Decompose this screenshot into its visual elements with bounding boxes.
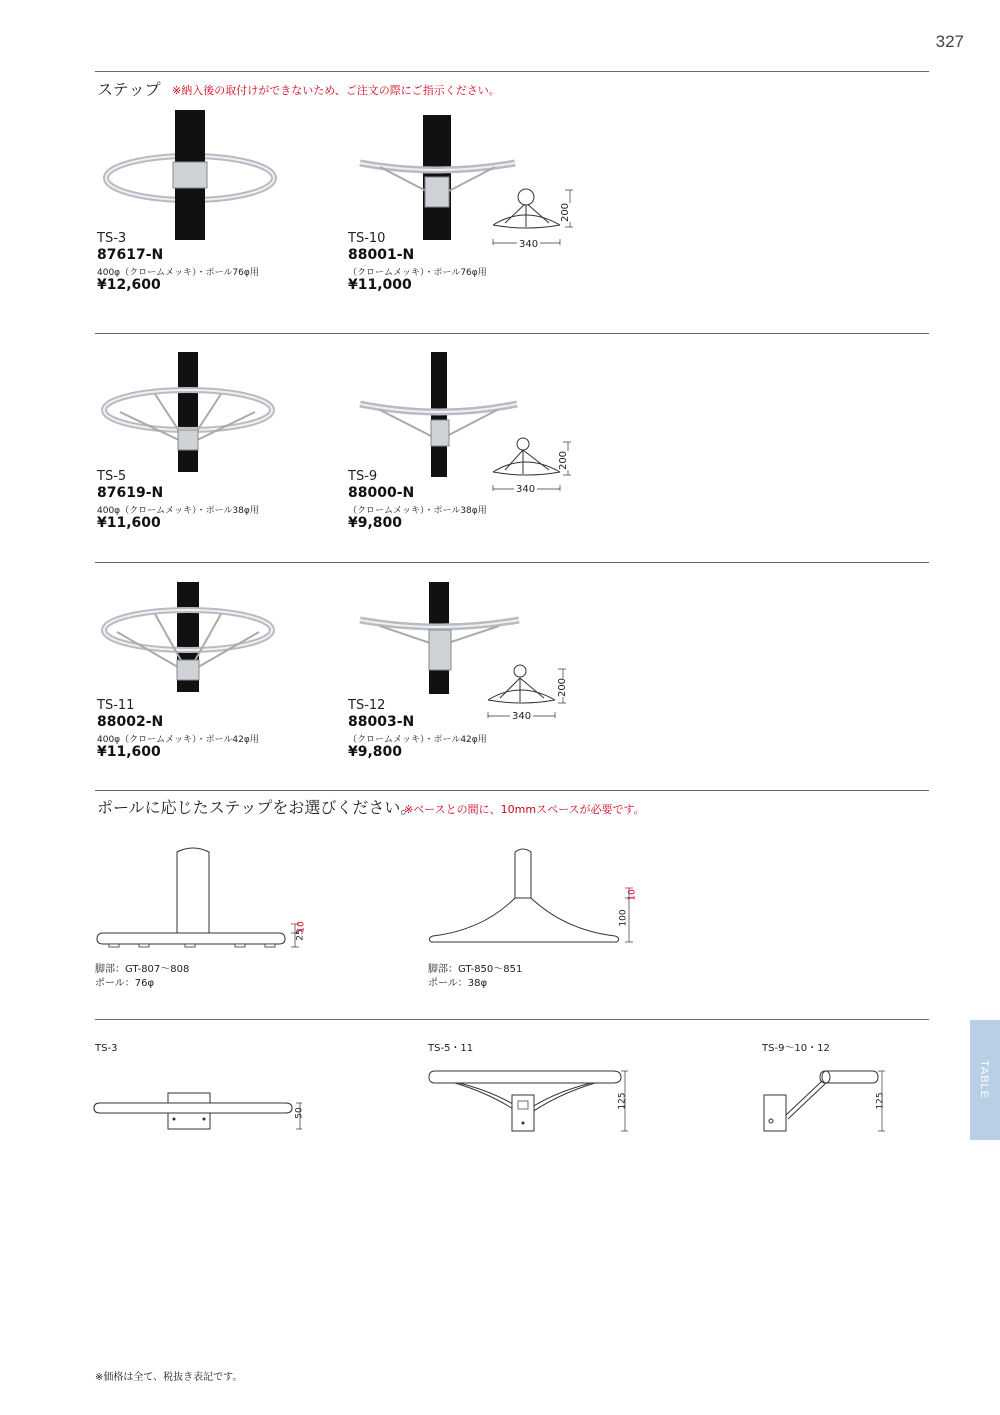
product-price: ¥11,000 (348, 277, 412, 293)
side-view-label: TS-3 (95, 1043, 118, 1054)
part-number: 87617-N (97, 247, 164, 263)
base-gap-dimension: 10 (627, 889, 638, 901)
base-leg-label: 脚部：GT-850～851 (428, 964, 523, 975)
height-dimension: 200 (557, 677, 569, 698)
part-number: 88003-N (348, 714, 415, 730)
base-pole-label: ポール：38φ (428, 978, 488, 989)
base-height-dimension: 25 (295, 929, 306, 941)
section-divider (95, 1019, 929, 1020)
width-dimension: 340 (516, 484, 536, 495)
base-diagram-gt-807 (95, 840, 315, 955)
product-code: TS-9 (348, 469, 378, 484)
row-divider (95, 333, 929, 334)
base-leg-label: 脚部：GT-807～808 (95, 964, 190, 975)
side-view-label: TS-9～10・12 (762, 1043, 830, 1054)
section-divider (95, 790, 929, 791)
side-view-dimension: 125 (875, 1092, 886, 1110)
section-note-pole: ※ベースとの間に、10mmスペースが必要です。 (404, 803, 645, 816)
product-price: ¥9,800 (348, 515, 403, 531)
footer-note: ※価格は全て、税抜き表記です。 (95, 1372, 243, 1383)
width-dimension: 340 (512, 711, 532, 722)
side-view-ts-5-11 (425, 1065, 640, 1135)
product-code: TS-12 (348, 698, 386, 713)
base-height-dimension: 100 (618, 909, 629, 927)
side-view-dimension: 125 (617, 1092, 628, 1110)
row-divider (95, 562, 929, 563)
part-number: 88000-N (348, 485, 415, 501)
side-view-dimension: 50 (294, 1107, 305, 1119)
side-view-ts-9-10-12 (760, 1065, 890, 1135)
product-spec: （クロームメッキ）・ポール38φ用 (348, 506, 487, 516)
section-divider (95, 71, 929, 72)
height-dimension: 200 (560, 202, 572, 223)
width-dimension: 340 (519, 239, 539, 250)
height-dimension: 200 (558, 450, 570, 471)
product-spec: 400φ（クロームメッキ）・ポール76φ用 (97, 268, 259, 278)
product-spec: 400φ（クロームメッキ）・ポール42φ用 (97, 735, 259, 745)
part-number: 87619-N (97, 485, 164, 501)
product-spec: （クロームメッキ）・ポール42φ用 (348, 735, 487, 745)
page-number: 327 (935, 32, 964, 51)
section-title-pole: ポールに応じたステップをお選びください。 (97, 798, 417, 817)
side-view-label: TS-5・11 (428, 1043, 474, 1054)
part-number: 88002-N (97, 714, 164, 730)
section-title-step: ステップ (97, 80, 161, 99)
base-gap-dimension: 10 (296, 921, 307, 933)
product-image-ts-11 (95, 582, 285, 692)
product-code: TS-3 (97, 231, 127, 246)
side-view-ts-3 (90, 1085, 310, 1135)
base-pole-label: ポール：76φ (95, 978, 155, 989)
product-price: ¥11,600 (97, 515, 161, 531)
category-tab-label: TABLE (978, 1060, 990, 1100)
section-note-step: ※納入後の取付けができないため、ご注文の際にご指示ください。 (172, 84, 500, 97)
product-spec: 400φ（クロームメッキ）・ポール38φ用 (97, 506, 259, 516)
product-image-ts-5 (95, 352, 285, 472)
product-spec: （クロームメッキ）・ポール76φ用 (348, 268, 487, 278)
product-price: ¥12,600 (97, 277, 161, 293)
category-tab[interactable] (970, 1020, 1000, 1140)
product-price: ¥11,600 (97, 744, 161, 760)
product-code: TS-5 (97, 469, 127, 484)
part-number: 88001-N (348, 247, 415, 263)
base-diagram-gt-850 (425, 840, 645, 955)
product-code: TS-11 (97, 698, 135, 713)
product-code: TS-10 (348, 231, 386, 246)
product-image-ts-3 (95, 110, 285, 240)
product-price: ¥9,800 (348, 744, 403, 760)
